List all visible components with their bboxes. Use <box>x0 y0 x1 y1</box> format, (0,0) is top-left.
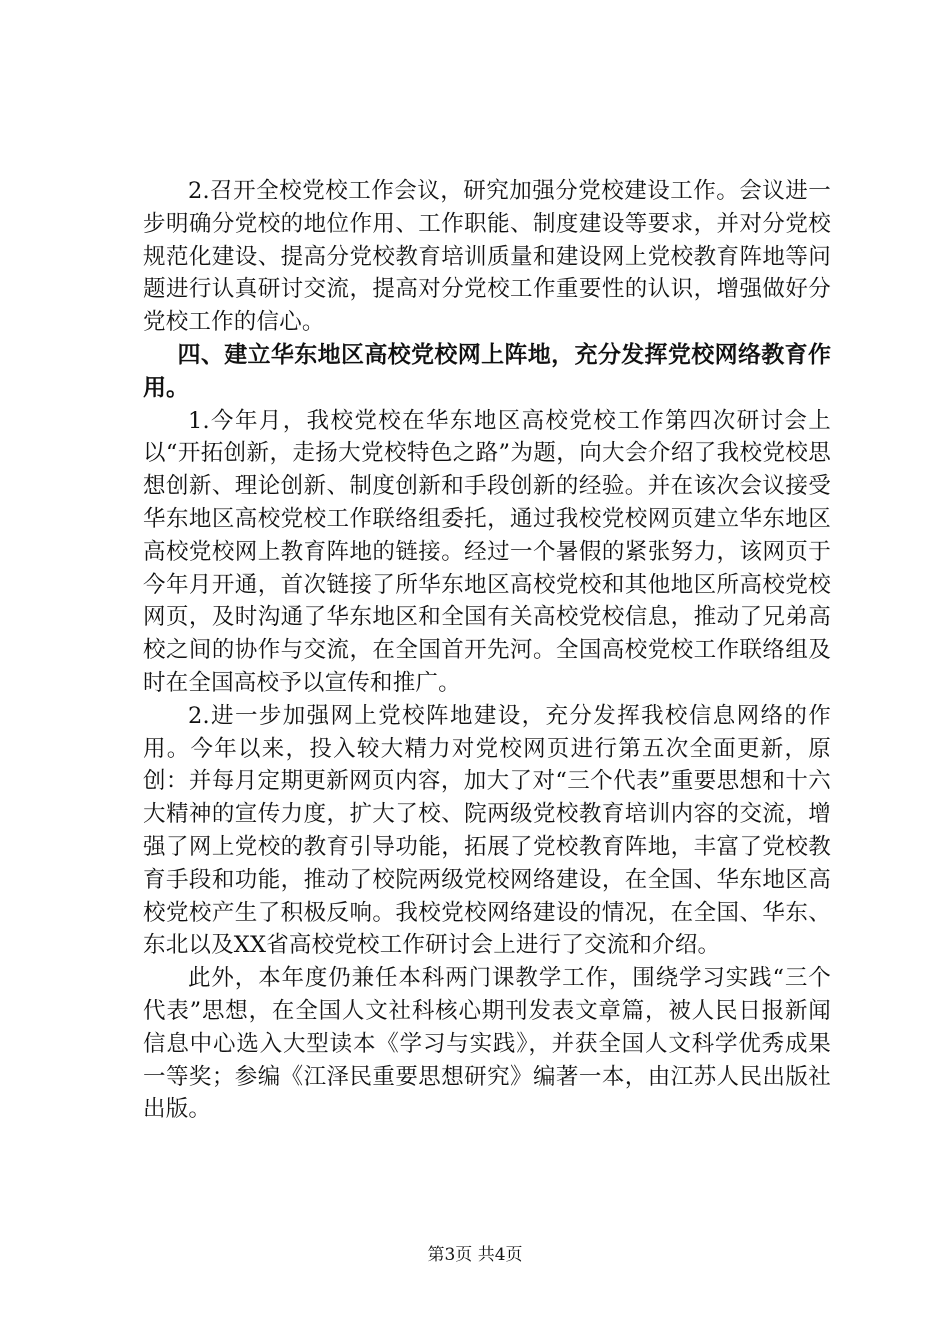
document-body <box>143 175 831 1126</box>
section-heading-online-base: 四、建立华东地区高校党校网上阵地，充分发挥党校网络教育作用。 <box>143 341 831 401</box>
paragraph-teaching-and-publications: 此外，本年度仍兼任本科两门课教学工作，围绕学习实践“三个代表”思想，在全国人文社科核心期刊发表文章篇，被人民日报新闻信息中心选入大型读本《学习与实践》，并获全国人文科学优秀成果一等奖；参编《江泽民重要思想研究》编著一本，由江苏人民出版社出版。 <box>143 965 831 1123</box>
page-footer: 第3页 共4页 <box>427 1245 523 1265</box>
paragraph-online-school-construction: 2.进一步加强网上党校阵地建设，充分发挥我校信息网络的作用。今年以来，投入较大精力对党校网页进行第五次全面更新，原创：并每月定期更新网页内容，加大了对“三个代表”重要思想和十六大精神的宣传力度，扩大了校、院两级党校教育培训内容的交流，增强了网上党校的教育引导功能，拓展了党校教育阵地，丰富了党校教育手段和功能，推动了校院两级党校网络建设，在全国、华东地区高校党校产生了积极反响。我校党校网络建设的情况，在全国、华东、东北以及XX省高校党校工作研讨会上进行了交流和介绍。 <box>143 702 831 959</box>
paragraph-east-china-seminar: 1.今年月，我校党校在华东地区高校党校工作第四次研讨会上以“开拓创新，走扬大党校特色之路”为题，向大会介绍了我校党校思想创新、理论创新、制度创新和手段创新的经验。并在该次会议接受华东地区高校党校工作联络组委托，通过我校党校网页建立华东地区高校党校网上教育阵地的链接。经过一个暑假的紧张努力，该网页于今年月开通，首次链接了所华东地区高校党校和其他地区所高校党校网页，及时沟通了华东地区和全国有关高校党校信息，推动了兄弟高校之间的协作与交流，在全国首开先河。全国高校党校工作联络组及时在全国高校予以宣传和推广。 <box>143 407 831 696</box>
paragraph-party-school-meeting: 2.召开全校党校工作会议，研究加强分党校建设工作。会议进一步明确分党校的地位作用、工作职能、制度建设等要求，并对分党校规范化建设、提高分党校教育培训质量和建设网上党校教育阵地等问题进行认真研讨交流，提高对分党校工作重要性的认识，增强做好分党校工作的信心。 <box>143 178 831 336</box>
